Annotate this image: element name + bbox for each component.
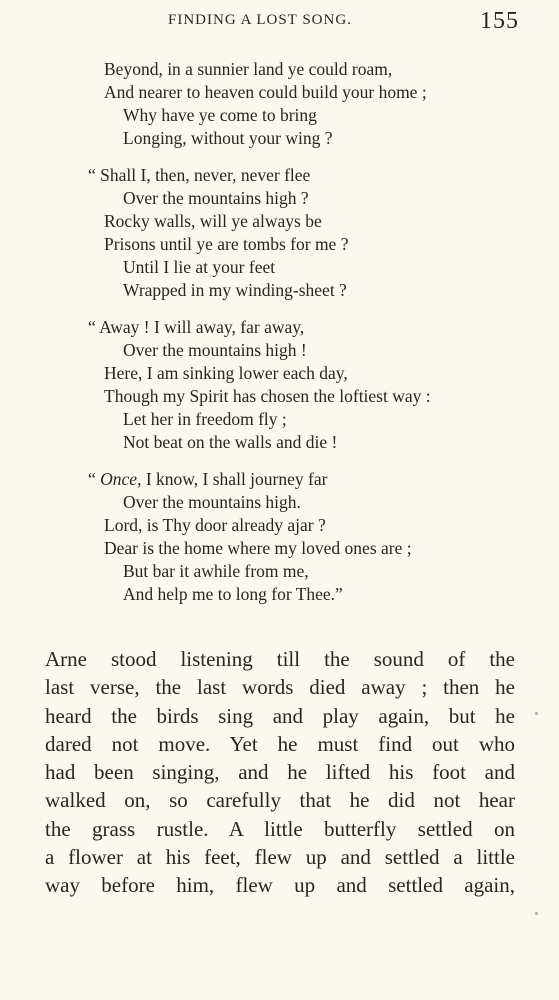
prose-line: the grass rustle. A little butterfly settled on bbox=[45, 816, 515, 841]
poem-line: Until I lie at your feet bbox=[123, 257, 276, 277]
poem bbox=[0, 58, 559, 620]
poem-line: “ Shall I, then, never, never flee bbox=[88, 165, 311, 185]
poem-line: Let her in freedom fly ; bbox=[123, 409, 287, 429]
poem-line: Why have ye come to bring bbox=[123, 105, 317, 125]
poem-line: Dear is the home where my loved ones are ; bbox=[104, 538, 412, 558]
poem-line: Lord, is Thy door already ajar ? bbox=[104, 515, 326, 535]
page-number: 155 bbox=[480, 8, 519, 34]
prose-line: heard the birds sing and play again, but he bbox=[45, 703, 515, 728]
prose-line: walked on, so carefully that he did not hear bbox=[45, 788, 515, 813]
prose-paragraph bbox=[45, 645, 515, 900]
poem-line: And help me to long for Thee.” bbox=[123, 584, 343, 604]
margin-speck bbox=[535, 712, 538, 715]
prose-line: way before him, flew up and settled again, bbox=[45, 873, 515, 898]
poem-line: Over the mountains high. bbox=[123, 492, 301, 512]
running-head bbox=[0, 8, 559, 38]
italic-word: Once bbox=[100, 469, 138, 489]
poem-line: Beyond, in a sunnier land ye could roam, bbox=[104, 59, 393, 79]
prose-line: had been singing, and he lifted his foot and bbox=[45, 760, 515, 785]
poem-line: “ Once, I know, I shall journey far bbox=[88, 469, 328, 489]
poem-line: And nearer to heaven could build your home ; bbox=[104, 82, 427, 102]
poem-stanza bbox=[0, 58, 559, 150]
poem-line: Over the mountains high ? bbox=[123, 188, 309, 208]
prose-line: a flower at his feet, flew up and settled a little bbox=[45, 845, 515, 870]
poem-line: Here, I am sinking lower each day, bbox=[104, 363, 348, 383]
poem-line: Prisons until ye are tombs for me ? bbox=[104, 234, 349, 254]
poem-line: Not beat on the walls and die ! bbox=[123, 432, 338, 452]
poem-line: Rocky walls, will ye always be bbox=[104, 211, 322, 231]
poem-line: Longing, without your wing ? bbox=[123, 128, 333, 148]
prose-line: Arne stood listening till the sound of the bbox=[45, 647, 515, 671]
poem-line: Over the mountains high ! bbox=[123, 340, 307, 360]
poem-stanza bbox=[0, 164, 559, 302]
poem-line: Wrapped in my winding-sheet ? bbox=[123, 280, 347, 300]
poem-line: “ Away ! I will away, far away, bbox=[88, 317, 305, 337]
poem-stanza bbox=[0, 316, 559, 454]
poem-line: But bar it awhile from me, bbox=[123, 561, 309, 581]
prose-line: dared not move. Yet he must find out who bbox=[45, 731, 515, 756]
running-title: FINDING A LOST SONG. bbox=[168, 12, 352, 28]
poem-line: Though my Spirit has chosen the loftiest way : bbox=[104, 386, 431, 406]
prose-line: last verse, the last words died away ; then he bbox=[45, 675, 515, 700]
margin-speck bbox=[535, 912, 538, 915]
poem-stanza bbox=[0, 468, 559, 606]
